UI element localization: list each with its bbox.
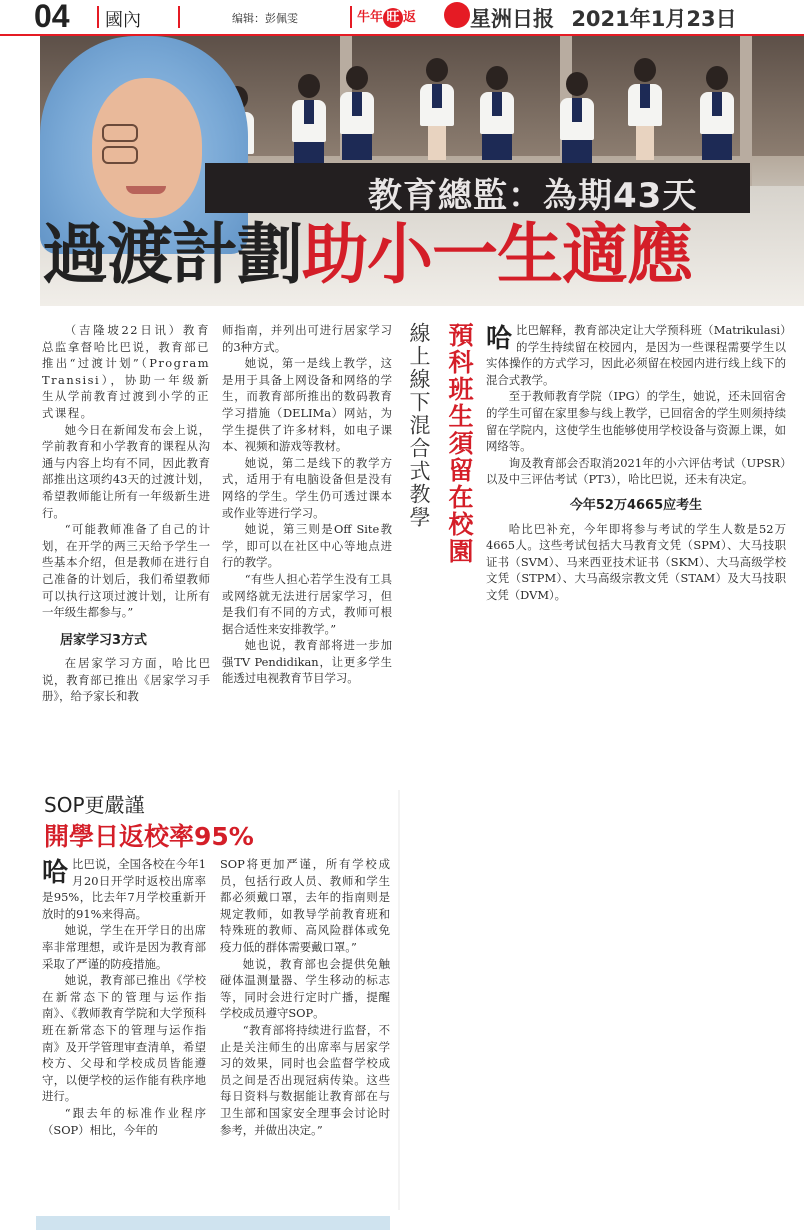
headline-part2: 助小一生適應 [302, 216, 692, 293]
paragraph: SOP将更加严谨，所有学校成员，包括行政人员、教师和学生都必须戴口罩，去年的指南则是规定教师，如教导学前教育班和特殊班的教师、高风险群体或免疫力低的群体需要戴口罩。” [220, 857, 390, 954]
bottom-ad-strip [36, 1216, 390, 1230]
headline-title [42, 214, 692, 296]
sop-col1 [42, 856, 206, 1138]
issue-date: 2021年1月23日 [571, 7, 737, 31]
student-figure [480, 66, 514, 160]
editor-credit: 编辑：彭佩雯 [232, 12, 298, 25]
cny-badge: 旺 [383, 8, 403, 28]
divider [97, 6, 99, 28]
student-figure [700, 66, 734, 160]
divider [350, 6, 352, 28]
section-label: 國內 [105, 10, 141, 31]
sidebar-body [486, 322, 786, 604]
student-figure [292, 74, 326, 168]
paragraph: 她也说，教育部将进一步加强TV Pendidikan，让更多学生能透过电视教育节目学习。 [222, 638, 392, 686]
mouth [126, 186, 166, 194]
sop-col2 [220, 856, 390, 1138]
paragraph: 哈比巴补充，今年即将参与考试的学生人数是52万4665人。这些考试包括大马教育文凭（SPM）、大马技职证书（SVM）、马来西亚技术证书（SKM）、大马高级学校文凭（STPM）、大马高级宗教文凭（STAM）及大马技职文凭（DVM）。 [486, 521, 786, 602]
glasses-icon [102, 124, 192, 142]
cny-text: 牛年 [357, 10, 384, 25]
headline-part1: 過渡計劃 [42, 216, 302, 293]
paragraph: 至于教师教育学院（IPG）的学生，她说，还未回宿舍的学生可留在家里参与线上教学，已回宿舍的学生则须持续留在学院内，这使学生也能够使用学校设备与资源上课，如网络等。 [486, 389, 786, 454]
subheading: 今年52万4665应考生 [569, 497, 703, 513]
paragraph: “可能教师准备了自己的计划，在开学的两三天给予学生一些基本介绍，但是教师在进行自己准备的计划后，我们希望教师可以执行这项过渡计划，让所有一年级生都参与。” [42, 522, 210, 620]
student-figure [560, 72, 594, 166]
paper-name: 星洲日报 [470, 7, 554, 31]
paragraph: 她说，教育部也会提供免触碰体温测量器、学生移动的标志等，同时会进行定时广播，提醒学校成员遵守SOP。 [220, 956, 390, 1021]
dropcap: 哈 [42, 858, 69, 888]
paragraph: “教育部将持续进行监督，不止是关注师生的出席率与居家学习的效果，同时也会监督学校成员之间是否出现冠病传染。这些每日资料与数据能让教育部在与卫生部和国家安全理事会讨论时参考，并做出决定。” [220, 1022, 390, 1137]
cny-text: 返 [403, 10, 417, 25]
student-figure [628, 58, 662, 160]
headline-subtitle: 教育總監：為期43天 [368, 176, 698, 216]
paragraph: （吉隆坡22日讯）教育总监拿督哈比巴说，教育部已推出“过渡计划”（Program Transisi），协助一年级新生从学前教育过渡到小学的正式课程。 [42, 323, 210, 420]
article-col1 [42, 322, 210, 705]
paragraph: 比巴说，全国各校在今年1月20日开学时返校出席率是95%，比去年7月学校重新开放时的91%来得高。 [42, 857, 206, 921]
paragraph: 比巴解释，教育部决定让大学预科班（Matrikulasi）的学生持续留在校园内，是因为一些课程需要学生以实体操作的方式学习，因此必须留在校园内进行线上线下的混合式教学。 [486, 323, 786, 387]
subheading: 居家学习3方式 [60, 632, 148, 648]
paragraph: “跟去年的标准作业程序（SOP）相比，今年的 [42, 1105, 206, 1137]
divider [178, 6, 180, 28]
paragraph: 她说，第三则是Off Site教学，即可以在社区中心等地点进行的教学。 [222, 522, 392, 570]
student-figure [340, 66, 374, 160]
paragraph: 她说，第二是线下的教学方式，适用于有电脑设备但是没有网络的学生。学生仍可透过课本或作业等进行学习。 [222, 455, 392, 520]
paragraph: 师指南，并列出可进行居家学习的3种方式。 [222, 323, 392, 354]
paper-masthead [470, 3, 737, 33]
column-rule [398, 790, 400, 1210]
sop-kicker: SOP更嚴謹 [44, 793, 145, 817]
paragraph: 询及教育部会否取消2021年的小六评估考试（UPSR）以及中三评估考试（PT3），哈比巴说，还未有决定。 [486, 455, 786, 487]
cny-banner [357, 6, 416, 28]
ox-logo-icon [444, 2, 470, 28]
sop-headline: 開學日返校率95% [44, 822, 254, 851]
sidebar-title-main: 預科班生須留在校園 [445, 322, 474, 565]
student-figure [420, 58, 454, 160]
sidebar-title-secondary: 線上線下混合式教學 [407, 322, 431, 529]
paragraph: 她说，学生在开学日的出席率非常理想，或许是因为教育部采取了严谨的防疫措施。 [42, 923, 206, 971]
dropcap: 哈 [486, 324, 513, 354]
paragraph: 在居家学习方面，哈比巴说，教育部已推出《居家学习手册》，给予家长和教 [42, 656, 210, 704]
page-number: 04 [34, 0, 70, 34]
paragraph: “有些人担心若学生没有工具或网络就无法进行居家学习，但是我们有不同的方式，教师可根据合适性来安排教学。” [222, 571, 392, 636]
article-col2 [222, 322, 392, 687]
paragraph: 她说，教育部已推出《学校在新常态下的管理与运作指南》、《教师教育学院和大学预科班在新常态下的管理与运作指南》及开学管理审查清单，希望校方、父母和学校成员皆能遵守，以便学校的运作能有秩序地进行。 [42, 973, 206, 1104]
paragraph: 她说，第一是线上教学，这是用于具备上网设备和网络的学生，而教育部所推出的数码教育学习措施（DELIMa）网站，为学生提供了许多材料，如电子课本、视频和游戏等教材。 [222, 356, 392, 454]
paragraph: 她今日在新闻发布会上说，学前教育和小学教育的课程从沟通与内容上均有不同，因此教育部推出这项约43天的过渡计划，希望教师能让所有一年级新生进行。 [42, 422, 210, 520]
